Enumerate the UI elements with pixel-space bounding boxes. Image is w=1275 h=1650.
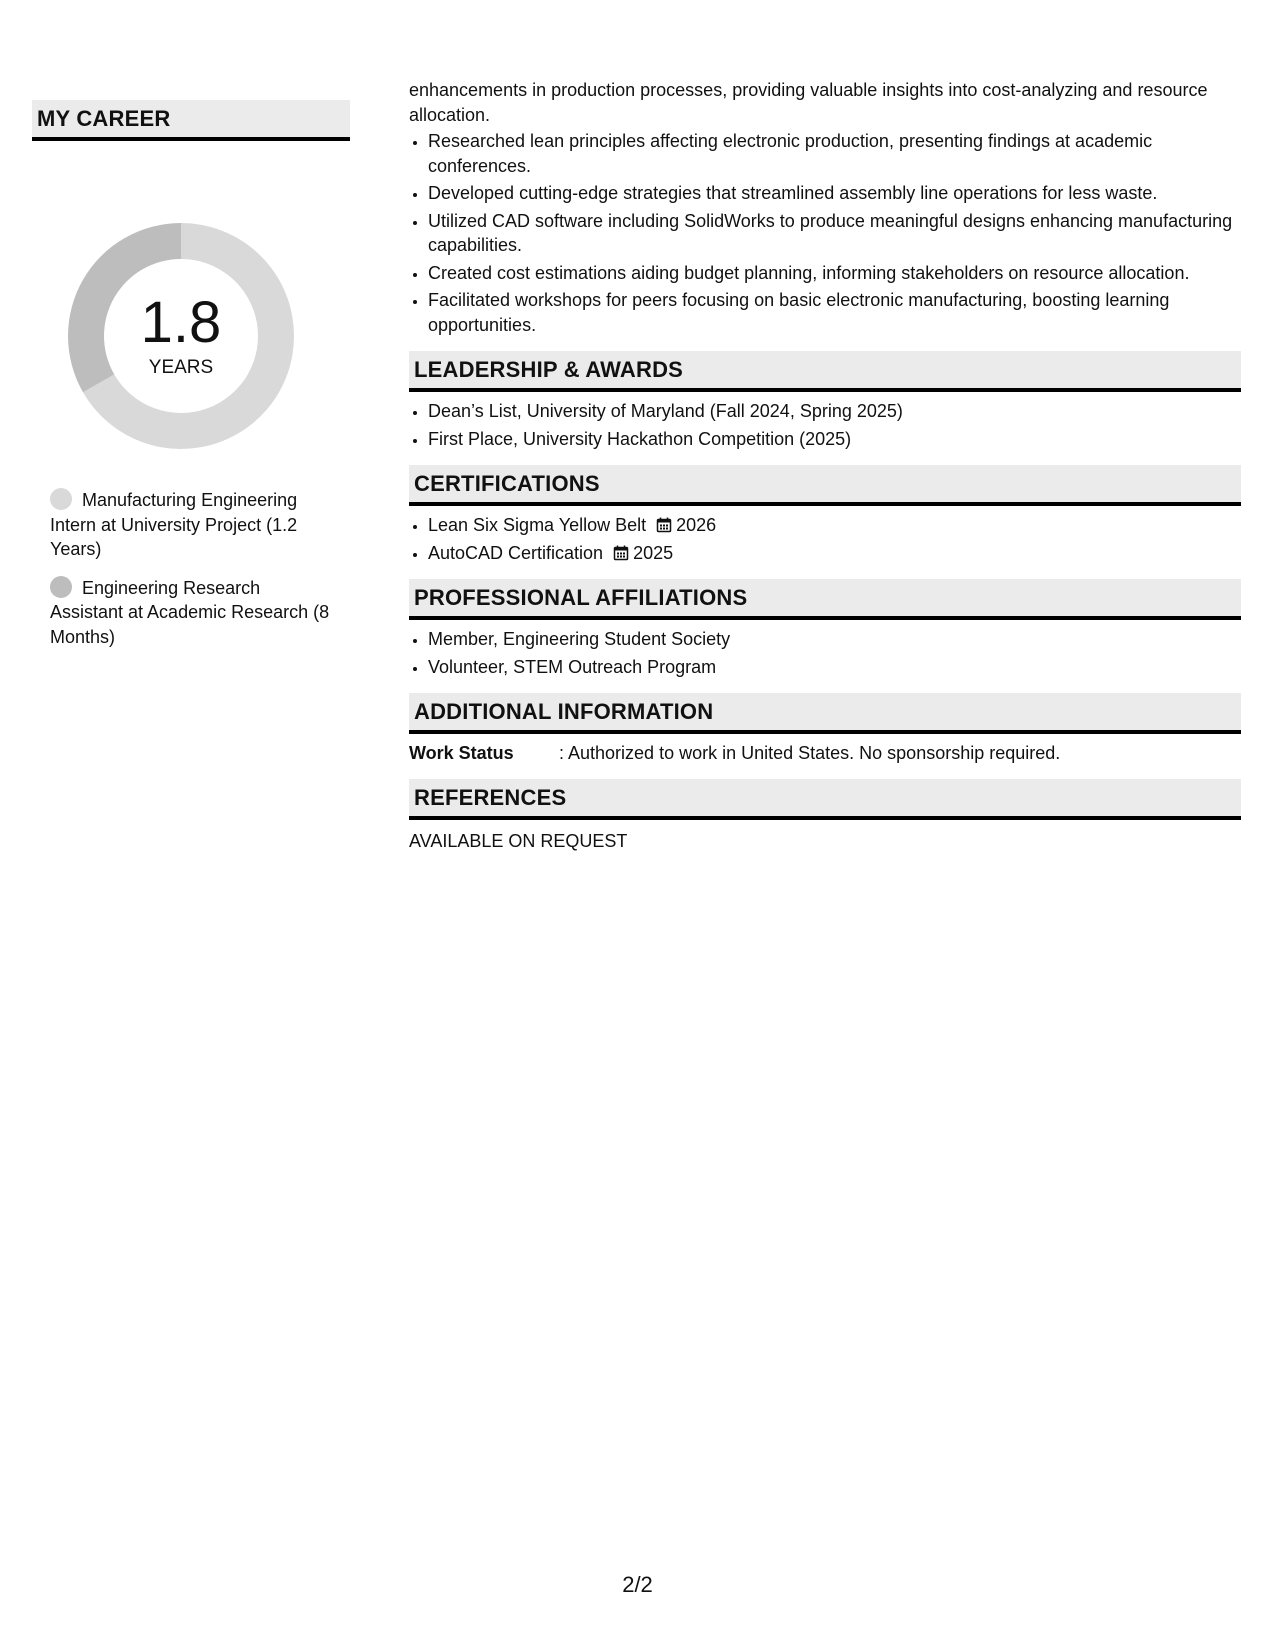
additional-info-heading: ADDITIONAL INFORMATION [409,693,1241,734]
career-donut-chart [66,221,296,451]
experience-bullet-list [409,129,1241,337]
references-heading: REFERENCES [409,779,1241,820]
references-text: AVAILABLE ON REQUEST [409,831,628,851]
legend-dot-icon [50,576,72,598]
page-number: 2/2 [622,1572,653,1597]
sidebar [32,100,350,663]
career-legend [50,488,335,649]
certifications-section [409,465,1241,565]
list-item: • Member, Engineering Student Society [428,627,1241,652]
affiliations-section [409,579,1241,679]
list-item [428,513,1241,538]
leadership-heading: LEADERSHIP & AWARDS [409,351,1241,392]
certification-year: 2025 [633,542,674,563]
certification-name: Lean Six Sigma Yellow Belt [428,515,647,535]
career-heading: MY CAREER [32,100,350,141]
certification-name: AutoCAD Certification [428,542,604,563]
list-item: • First Place, University Hackathon Competition (2025) [428,427,1241,452]
list-item: • Utilized CAD software including SolidWorks to produce meaningful designs enhancing manufacturing capabilities. [428,209,1241,258]
work-status-value: : Authorized to work in United States. No sponsorship required. [559,743,1061,763]
work-status-label: Work Status [409,743,514,763]
list-item: • Researched lean principles affecting electronic production, presenting findings at academic conferences. [428,129,1241,178]
work-status-row [409,741,1241,765]
list-item: • Dean’s List, University of Maryland (Fall 2024, Spring 2025) [428,399,1241,424]
calendar-icon [656,517,672,533]
career-years-value: 1.8 [140,290,222,355]
legend-dot-icon [50,488,72,510]
donut-center [66,221,296,451]
legend-label: Manufacturing Engineering Intern at University Project (1.2 Years) [50,490,298,559]
list-item: • Developed cutting-edge strategies that streamlined assembly line operations for less waste. [428,181,1241,206]
leadership-list [409,399,1241,451]
list-item: • Created cost estimations aiding budget planning, informing stakeholders on resource allocation. [428,261,1241,286]
career-years-unit: YEARS [148,357,214,378]
calendar-icon [613,545,629,561]
main-column [409,78,1241,853]
affiliations-heading: PROFESSIONAL AFFILIATIONS [409,579,1241,620]
legend-item [50,488,335,562]
certifications-heading: CERTIFICATIONS [409,465,1241,506]
leadership-section [409,351,1241,451]
additional-info-section [409,693,1241,765]
affiliations-list [409,627,1241,679]
list-item: • Facilitated workshops for peers focusing on basic electronic manufacturing, boosting learning opportunities. [428,288,1241,337]
legend-label: Engineering Research Assistant at Academic Research (8 Months) [50,577,330,647]
legend-item [50,576,335,650]
list-item: • Volunteer, STEM Outreach Program [428,655,1241,680]
list-item [428,541,1241,566]
certification-year: 2026 [676,515,717,535]
certifications-list [409,513,1241,565]
experience-continuation-text: enhancements in production processes, providing valuable insights into cost-analyzing and resource allocation. [409,80,1208,125]
references-section [409,779,1241,853]
